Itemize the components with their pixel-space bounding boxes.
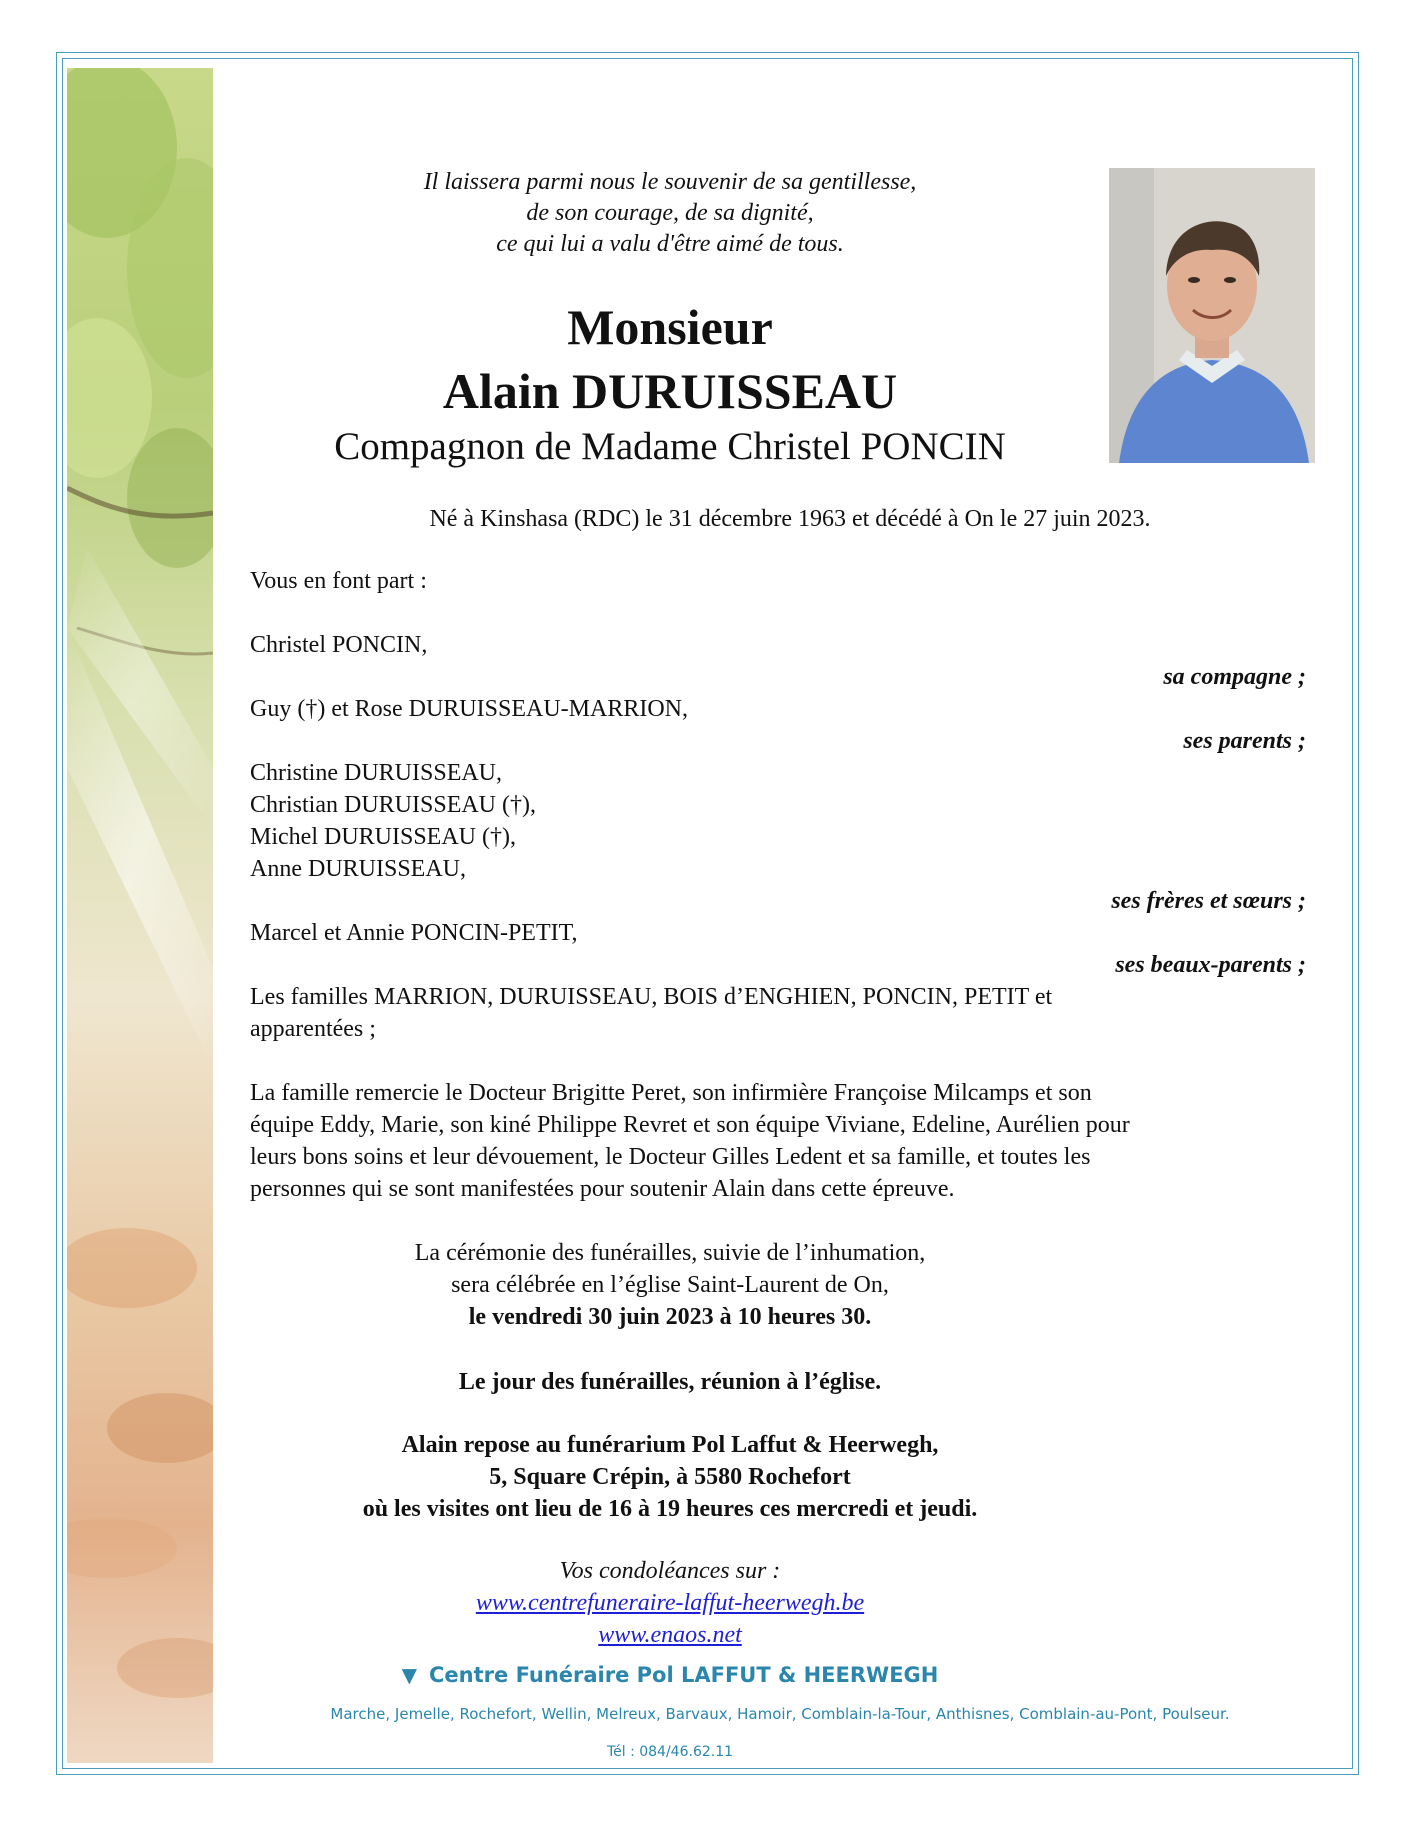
forest-path-image — [67, 68, 213, 1763]
thanks-line: personnes qui se sont manifestées pour soutenir Alain dans cette épreuve. — [250, 1176, 955, 1202]
thanks-line: leurs bons soins et leur dévouement, le Docteur Gilles Ledent et sa famille, et toutes les — [250, 1144, 1091, 1170]
deceased-title — [260, 295, 1080, 423]
visitation-block — [300, 1429, 1040, 1525]
locations-line: Marche, Jemelle, Rochefort, Wellin, Melreux, Barvaux, Hamoir, Comblain-la-Tour, Anthisnes, Comblain-au-Pont, Poulseur. — [330, 1705, 1230, 1723]
family-name: Marcel et Annie PONCIN-PETIT, — [250, 920, 578, 946]
family-role: ses beaux-parents ; — [1115, 952, 1306, 978]
family-role: ses parents ; — [1183, 728, 1306, 754]
visitation-line: Alain repose au funérarium Pol Laffut & Heerwegh, — [401, 1432, 939, 1458]
phone-line: Tél : 084/46.62.11 — [606, 1744, 734, 1760]
quote-line: ce qui lui a valu d'être aimé de tous. — [496, 231, 844, 257]
condolences-link-laffut[interactable]: www.centrefuneraire-laffut-heerwegh.be — [475, 1590, 865, 1616]
visitation-line: 5, Square Crépin, à 5580 Rochefort — [489, 1464, 851, 1490]
family-name: Michel DURUISSEAU (†), — [250, 824, 516, 850]
portrait-photo — [1109, 168, 1315, 463]
family-name: Christian DURUISSEAU (†), — [250, 792, 536, 818]
condolences-link-enaos[interactable]: www.enaos.net — [598, 1622, 742, 1648]
quote-line: Il laissera parmi nous le souvenir de sa gentillesse, — [423, 169, 917, 195]
memorial-quote — [300, 167, 1040, 260]
birth-death-line: Né à Kinshasa (RDC) le 31 décembre 1963 et décédé à On le 27 juin 2023. — [429, 506, 1151, 532]
ceremony-line: La cérémonie des funérailles, suivie de l’inhumation, — [414, 1240, 926, 1266]
thanks-line: équipe Eddy, Marie, son kiné Philippe Revret et son équipe Viviane, Edeline, Aurélien pour — [250, 1112, 1130, 1138]
ceremony-line: sera célébrée en l’église Saint-Laurent de On, — [451, 1272, 889, 1298]
family-name: Christel PONCIN, — [250, 632, 428, 658]
visitation-line: où les visites ont lieu de 16 à 19 heures ces mercredi et jeudi. — [362, 1496, 978, 1522]
quote-line: de son courage, de sa dignité, — [526, 200, 814, 226]
family-role: sa compagne ; — [1163, 664, 1306, 690]
meeting-line: Le jour des funérailles, réunion à l’église. — [458, 1369, 882, 1395]
ceremony-block — [300, 1237, 1040, 1333]
thanks-paragraph — [250, 1077, 1300, 1205]
announcement-intro: Vous en font part : — [250, 568, 427, 594]
brand-name: Centre Funéraire Pol LAFFUT & HEERWEGH — [429, 1663, 939, 1687]
condolences-block — [300, 1555, 1040, 1651]
thanks-line: La famille remercie le Docteur Brigitte Peret, son infirmière Françoise Milcamps et son — [250, 1080, 1092, 1106]
condolences-label: Vos condoléances sur : — [559, 1558, 781, 1584]
funeral-home-brand — [300, 1661, 1040, 1689]
family-name: Guy (†) et Rose DURUISSEAU-MARRION, — [250, 696, 688, 722]
family-role: ses frères et sœurs ; — [1111, 888, 1306, 914]
family-name: Anne DURUISSEAU, — [250, 856, 466, 882]
families-line: Les familles MARRION, DURUISSEAU, BOIS d’ENGHIEN, PONCIN, PETIT et — [250, 984, 1053, 1010]
down-triangle-icon: ▼ — [401, 1663, 418, 1687]
relation-line: Compagnon de Madame Christel PONCIN — [334, 425, 1006, 468]
ceremony-date: le vendredi 30 juin 2023 à 10 heures 30. — [468, 1304, 872, 1330]
families-line: apparentées ; — [250, 1016, 376, 1042]
deceased-name: Alain DURUISSEAU — [442, 363, 898, 419]
honorific: Monsieur — [567, 299, 773, 355]
family-name: Christine DURUISSEAU, — [250, 760, 503, 786]
